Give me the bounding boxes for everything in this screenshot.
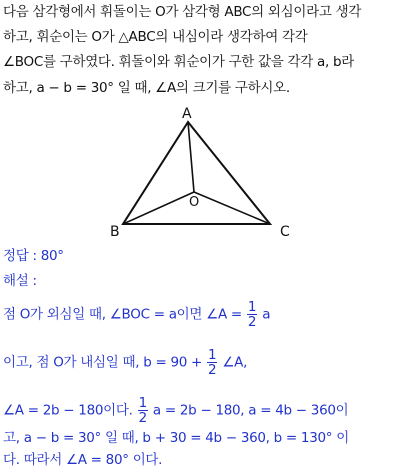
solution-line-3 <box>3 396 348 425</box>
problem-line-2: 하고, 휘순이는 O가 △ABC의 내심이라 생각하여 각각 <box>3 29 308 45</box>
fraction-denominator: 2 <box>208 362 217 378</box>
solution-line-2-tail: ∠A, <box>222 354 248 371</box>
fraction-numerator: 1 <box>208 347 217 363</box>
label-b: B <box>110 224 120 240</box>
fraction-half <box>207 348 217 377</box>
solution-line-1-text: 점 O가 외심일 때, ∠BOC = a이면 ∠A = <box>3 306 242 323</box>
solution-line-1 <box>3 300 270 329</box>
label-a: A <box>182 106 192 122</box>
fraction-numerator: 1 <box>138 395 147 411</box>
problem-line-3: ∠BOC를 구하였다. 휘돌이와 휘순이가 구한 값을 각각 a, b라 <box>3 54 354 70</box>
solution-line-5: 다. 따라서 ∠A = 80° 이다. <box>3 452 163 468</box>
triangle-diagram <box>0 100 400 240</box>
solution-label: 해설 : <box>3 273 37 289</box>
answer-line: 정답 : 80° <box>3 248 64 264</box>
segment-oa <box>188 122 194 192</box>
label-c: C <box>280 224 290 240</box>
solution-line-4: 고, a − b = 30° 일 때, b + 30 = 4b − 360, b = 130° 이 <box>3 430 349 446</box>
segment-oc <box>194 192 270 224</box>
solution-line-3-tail: a = 2b − 180, a = 4b − 360이 <box>152 402 349 419</box>
fraction-numerator: 1 <box>247 299 257 315</box>
fraction-denominator: 2 <box>138 410 147 426</box>
solution-line-3-text: ∠A = 2b − 180이다. <box>3 402 133 419</box>
fraction-denominator: 2 <box>247 314 257 330</box>
solution-line-1-tail: a <box>262 306 271 323</box>
label-o: O <box>189 195 200 210</box>
fraction-half <box>247 300 257 329</box>
solution-line-2 <box>3 348 247 377</box>
problem-line-4: 하고, a − b = 30° 일 때, ∠A의 크기를 구하시오. <box>3 80 290 96</box>
fraction-half <box>138 396 148 425</box>
solution-line-2-text: 이고, 점 O가 내심일 때, b = 90 + <box>3 354 203 371</box>
problem-line-1: 다음 삼각형에서 휘돌이는 O가 삼각형 ABC의 외심이라고 생각 <box>3 4 362 20</box>
